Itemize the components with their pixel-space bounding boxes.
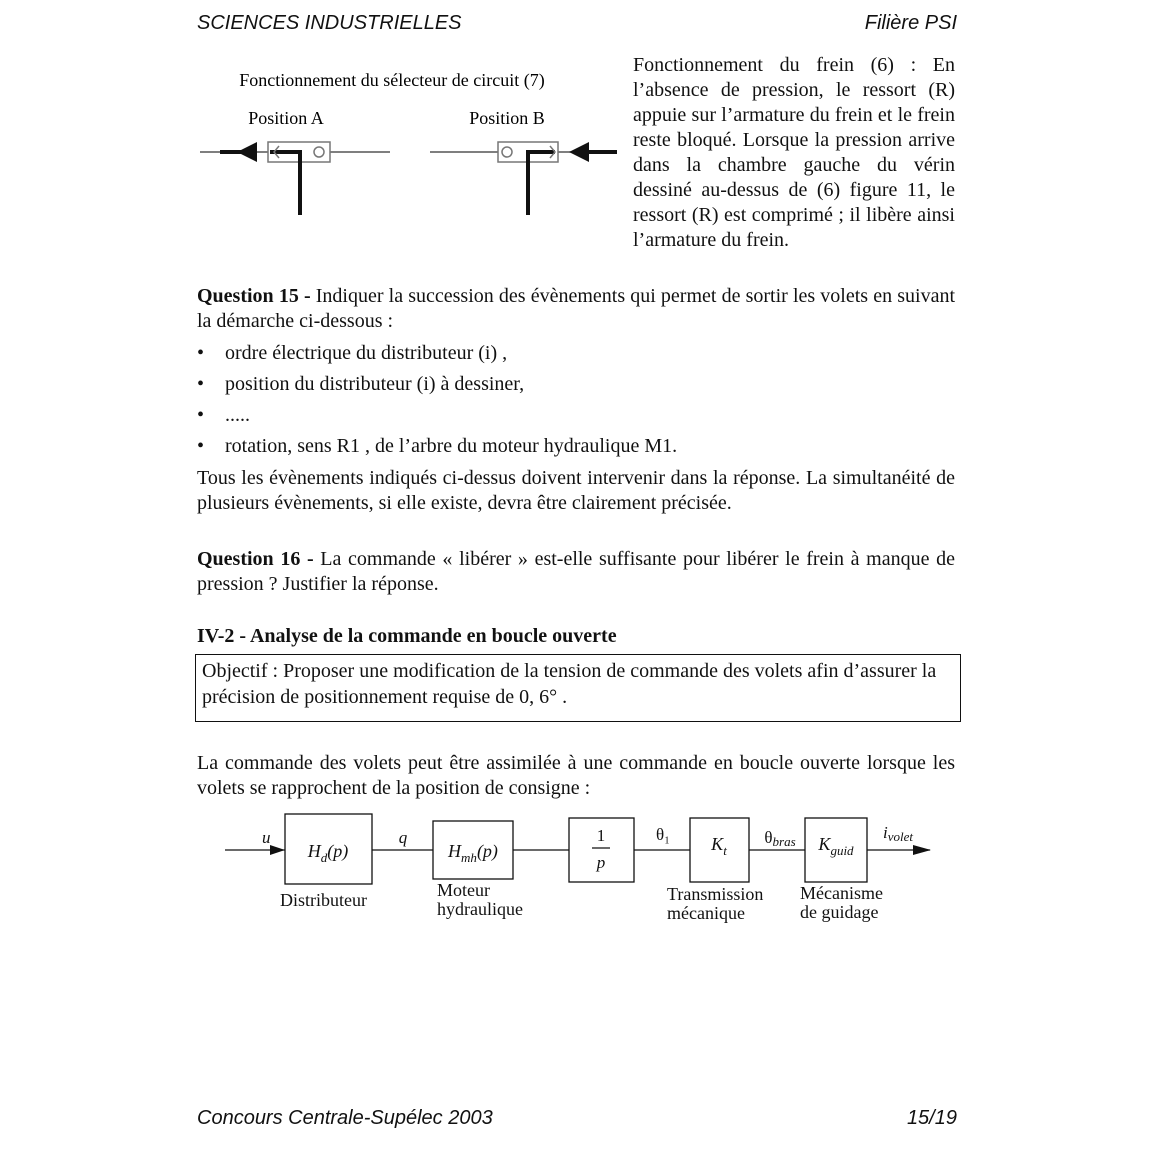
question-15-note: Tous les évènements indiqués ci-dessus doivent intervenir dans la réponse. La simultanéité de plusieurs évènements, si elle existe, devra être clairement précisée. xyxy=(197,467,955,514)
list-item: • rotation, sens R1 , de l’arbre du moteur hydraulique M1. xyxy=(197,434,957,465)
header-right: Filière PSI xyxy=(864,12,957,34)
caption-distributeur: Distributeur xyxy=(280,890,367,910)
signal-i-volet: ivolet xyxy=(883,823,913,844)
signal-q: q xyxy=(398,828,408,847)
signal-theta1: θ₁ xyxy=(655,825,671,844)
signal-theta-bras: θbras xyxy=(764,828,796,849)
position-b-label: Position B xyxy=(469,108,545,128)
integrator-denominator: p xyxy=(596,853,606,872)
question-15 xyxy=(197,284,955,334)
position-a-diagram xyxy=(200,142,390,215)
caption-mecanisme: Mécanisme xyxy=(800,883,883,903)
block-diagram xyxy=(195,810,955,930)
question-16-label: Question 16 - xyxy=(197,548,314,570)
question-15-text: Indiquer la succession des évènements qui permet de sortir les volets en suivant la démarche ci-dessous : xyxy=(197,285,956,332)
block-kguid-label: $K_{guid}$ xyxy=(818,834,854,858)
caption-mecanique: mécanique xyxy=(667,903,745,923)
section-title: IV-2 - Analyse de la commande en boucle ouverte xyxy=(197,625,617,647)
position-a-label: Position A xyxy=(248,108,324,128)
block-hd-label: $H_d(p)$ xyxy=(307,841,349,865)
header-left: SCIENCES INDUSTRIELLES xyxy=(197,12,462,34)
block-kt-label: $K_t$ xyxy=(711,834,727,858)
arrow-u xyxy=(270,845,285,855)
block-hmh-label: $H_{mh}(p)$ xyxy=(448,841,498,865)
section-intro: La commande des volets peut être assimilée à une commande en boucle ouverte lorsque les volets se rapprochent de la position de consigne : xyxy=(197,752,955,799)
footer-left: Concours Centrale-Supélec 2003 xyxy=(197,1107,493,1129)
caption-moteur: Moteur xyxy=(437,880,490,900)
brake-description: Fonctionnement du frein (6) : En l’absence de pression, le ressort (R) appuie sur l’armature du frein et le frein reste bloqué. Lorsque la pression arrive dans la chambre gauche du vérin dessiné au-dessus de (6) figure 11, le ressort (R) est comprimé ; il libère ainsi l’armature du frein. xyxy=(633,54,955,251)
list-item: • ..... xyxy=(197,403,957,434)
arrow-output xyxy=(913,845,931,855)
question-16 xyxy=(197,547,955,597)
question-15-label: Question 15 - xyxy=(197,285,311,307)
list-item: • ordre électrique du distributeur (i) , xyxy=(197,341,957,372)
position-b-diagram xyxy=(430,142,617,215)
selector-caption: Fonctionnement du sélecteur de circuit (7) xyxy=(239,70,545,90)
caption-transmission: Transmission xyxy=(667,884,764,904)
caption-de-guidage: de guidage xyxy=(800,902,879,922)
integrator-numerator: 1 xyxy=(596,826,606,845)
question-16-text: La commande « libérer » est-elle suffisante pour libérer le frein à manque de pression ? Justifier la réponse. xyxy=(197,548,955,595)
caption-hydraulique: hydraulique xyxy=(437,899,523,919)
objective-box: Objectif : Proposer une modification de la tension de commande des volets afin d’assurer la précision de positionnement requise de 0, 6° . xyxy=(195,654,961,722)
list-item: • position du distributeur (i) à dessiner, xyxy=(197,372,957,403)
selector-figure xyxy=(195,60,625,240)
footer-right: 15/19 xyxy=(906,1107,957,1129)
question-15-list xyxy=(197,341,957,465)
signal-u: u xyxy=(262,828,271,847)
